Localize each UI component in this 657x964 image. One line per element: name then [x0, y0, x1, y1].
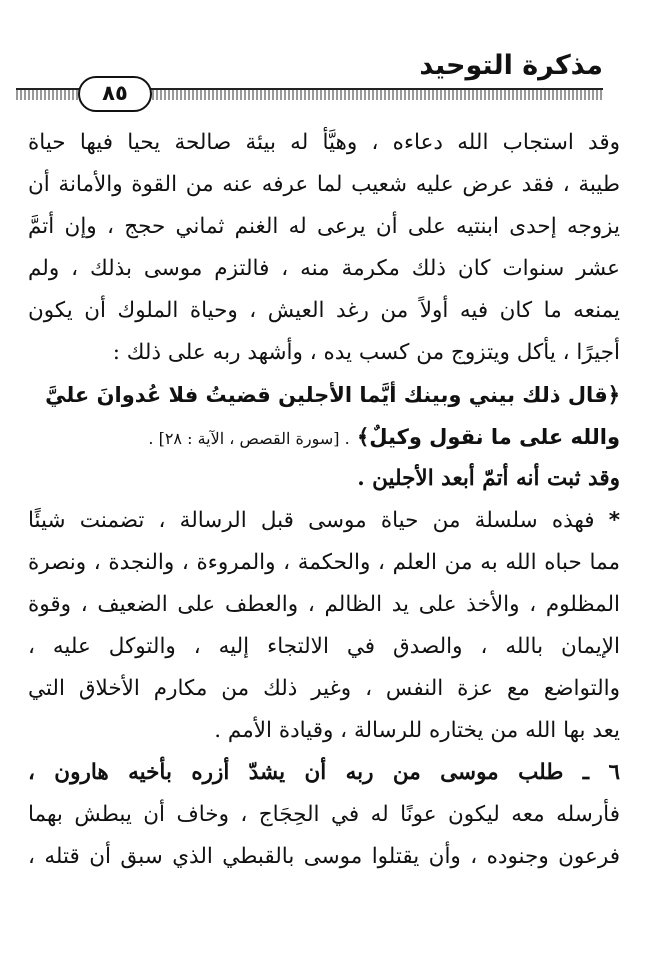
- body-line: عشر سنوات كان ذلك مكرمة منه ، فالتزم موسى بذلك ، ولم: [28, 256, 620, 281]
- page-number: ٨٥: [78, 76, 152, 112]
- body-line: فرعون وجنوده ، وأن يقتلوا موسى بالقبطي الذي سبق أن قتله ،: [28, 844, 620, 869]
- section-heading: ٦ ـ طلب موسى من ربه أن يشدّ أزره بأخيه هارون ،: [28, 760, 620, 785]
- summary-line: والتواضع مع عزة النفس ، وغير ذلك من مكارم الأخلاق التي: [28, 676, 620, 701]
- body-line: يزوجه إحدى ابنتيه على أن يرعى له الغنم ثماني حجج ، وإن أتمَّ: [28, 214, 620, 239]
- page-body: [28, 122, 620, 878]
- page-header: [16, 46, 603, 116]
- summary-line: المظلوم ، والأخذ على يد الظالم ، والعطف على الضعيف ، وقوة: [28, 592, 620, 617]
- body-line: فأرسله معه ليكون عونًا له في الحِجَاج ، وخاف أن يبطش بهما: [28, 802, 620, 827]
- summary-line: مما حباه الله به من العلم ، والحكمة ، والمروءة ، والنجدة ، ونصرة: [28, 550, 620, 575]
- body-line: أجيرًا ، يأكل ويتزوج من كسب يده ، وأشهد ربه على ذلك :: [112, 340, 620, 365]
- quran-verse-line: ﴿قال ذلك بيني وبينك أيَّما الأجلين قضيتُ فلا عُدوانَ عليَّ: [45, 383, 620, 407]
- summary-line: يعد بها الله من يختاره للرسالة ، وقيادة الأمم .: [214, 718, 620, 743]
- summary-line: الإيمان بالله ، والصدق في الالتجاء إليه ، والتوكل عليه ،: [28, 634, 620, 659]
- body-line: طيبة ، فقد عرض عليه شعيب لما عرفه عنه من القوة والأمانة أن: [28, 172, 620, 197]
- body-line: يمنعه ما كان فيه أولاً من رغد العيش ، وحياة الملوك أن يكون: [28, 298, 620, 323]
- book-title: مذكرة التوحيد: [419, 50, 603, 81]
- star-bullet-icon: *: [608, 508, 620, 533]
- quran-verse-end: والله على ما نقول وكيلٌ﴾: [356, 425, 620, 449]
- summary-line: [28, 500, 620, 542]
- emphasis-line: وقد ثبت أنه أتمّ أبعد الأجلين .: [357, 466, 620, 491]
- body-line: وقد استجاب الله دعاءه ، وهيَّأ له بيئة صالحة يحيا فيها حياة: [28, 130, 620, 155]
- quran-verse-line: [28, 416, 620, 458]
- summary-text: فهذه سلسلة من حياة موسى قبل الرسالة ، تضمنت شيئًا: [28, 508, 595, 533]
- quran-reference: . [سورة القصص ، الآية : ٢٨] .: [148, 429, 350, 448]
